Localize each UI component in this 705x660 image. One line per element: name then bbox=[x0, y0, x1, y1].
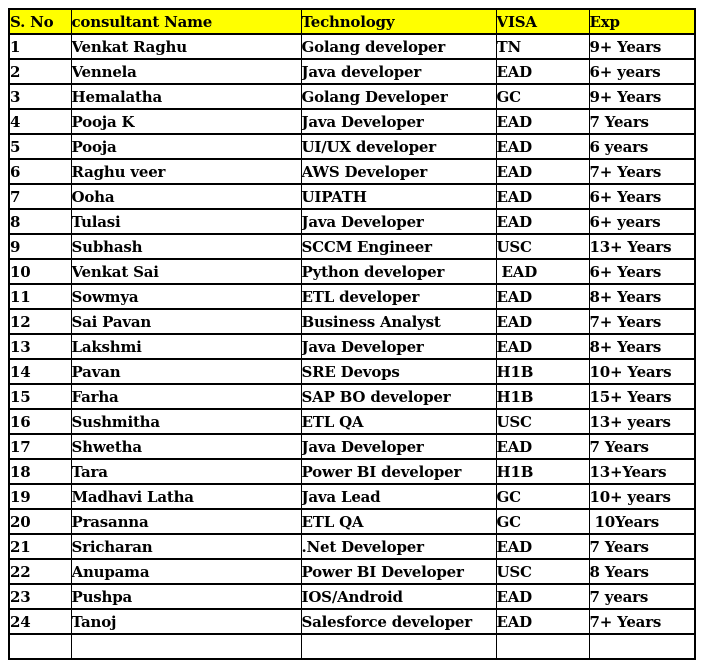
cell-consultant-name: Tanoj bbox=[71, 609, 301, 634]
cell-consultant-name: Venkat Sai bbox=[71, 259, 301, 284]
cell-visa: EAD bbox=[496, 534, 589, 559]
table-row bbox=[9, 134, 695, 159]
cell-exp: 7+ Years bbox=[589, 309, 695, 334]
cell-technology: UIPATH bbox=[301, 184, 496, 209]
cell-sno bbox=[9, 634, 71, 659]
cell-sno: 19 bbox=[9, 484, 71, 509]
cell-exp: 8+ Years bbox=[589, 334, 695, 359]
cell-exp: 10Years bbox=[589, 509, 695, 534]
table-row bbox=[9, 284, 695, 309]
cell-sno: 16 bbox=[9, 409, 71, 434]
cell-consultant-name: Madhavi Latha bbox=[71, 484, 301, 509]
cell-visa: USC bbox=[496, 409, 589, 434]
cell-visa: EAD bbox=[496, 209, 589, 234]
cell-technology: SRE Devops bbox=[301, 359, 496, 384]
column-header-sno: S. No bbox=[9, 9, 71, 34]
table-row bbox=[9, 559, 695, 584]
cell-visa: EAD bbox=[496, 59, 589, 84]
table-row bbox=[9, 584, 695, 609]
cell-technology: ETL QA bbox=[301, 409, 496, 434]
table-body bbox=[9, 34, 695, 659]
cell-visa: H1B bbox=[496, 384, 589, 409]
table-row bbox=[9, 409, 695, 434]
cell-sno: 7 bbox=[9, 184, 71, 209]
cell-consultant-name: Sricharan bbox=[71, 534, 301, 559]
cell-technology: IOS/Android bbox=[301, 584, 496, 609]
cell-consultant-name bbox=[71, 634, 301, 659]
cell-sno: 24 bbox=[9, 609, 71, 634]
cell-exp: 7+ Years bbox=[589, 159, 695, 184]
cell-technology: Golang developer bbox=[301, 34, 496, 59]
table-row bbox=[9, 484, 695, 509]
table-row bbox=[9, 109, 695, 134]
cell-consultant-name: Shwetha bbox=[71, 434, 301, 459]
cell-exp: 7 years bbox=[589, 584, 695, 609]
cell-technology: Java Developer bbox=[301, 209, 496, 234]
cell-sno: 3 bbox=[9, 84, 71, 109]
cell-sno: 4 bbox=[9, 109, 71, 134]
cell-sno: 8 bbox=[9, 209, 71, 234]
table-row bbox=[9, 609, 695, 634]
cell-visa: EAD bbox=[496, 284, 589, 309]
cell-exp: 6+ years bbox=[589, 209, 695, 234]
table-row bbox=[9, 159, 695, 184]
cell-exp: 13+Years bbox=[589, 459, 695, 484]
table-row bbox=[9, 234, 695, 259]
cell-exp: 7 Years bbox=[589, 434, 695, 459]
table-row bbox=[9, 309, 695, 334]
cell-consultant-name: Pushpa bbox=[71, 584, 301, 609]
cell-exp bbox=[589, 634, 695, 659]
cell-consultant-name: Sai Pavan bbox=[71, 309, 301, 334]
cell-visa: EAD bbox=[496, 184, 589, 209]
table-row bbox=[9, 34, 695, 59]
cell-sno: 15 bbox=[9, 384, 71, 409]
cell-visa: EAD bbox=[496, 434, 589, 459]
cell-technology: Power BI developer bbox=[301, 459, 496, 484]
cell-sno: 23 bbox=[9, 584, 71, 609]
cell-exp: 10+ Years bbox=[589, 359, 695, 384]
cell-consultant-name: Prasanna bbox=[71, 509, 301, 534]
cell-consultant-name: Farha bbox=[71, 384, 301, 409]
cell-sno: 2 bbox=[9, 59, 71, 84]
table-row-partial bbox=[9, 634, 695, 659]
cell-visa: GC bbox=[496, 509, 589, 534]
cell-sno: 22 bbox=[9, 559, 71, 584]
table-row bbox=[9, 59, 695, 84]
cell-visa bbox=[496, 634, 589, 659]
cell-technology: Python developer bbox=[301, 259, 496, 284]
cell-sno: 10 bbox=[9, 259, 71, 284]
cell-exp: 13+ years bbox=[589, 409, 695, 434]
cell-exp: 7 Years bbox=[589, 109, 695, 134]
table-row bbox=[9, 209, 695, 234]
cell-visa: USC bbox=[496, 559, 589, 584]
cell-technology: UI/UX developer bbox=[301, 134, 496, 159]
column-header-exp: Exp bbox=[589, 9, 695, 34]
cell-exp: 6+ Years bbox=[589, 259, 695, 284]
cell-technology: Java Developer bbox=[301, 434, 496, 459]
cell-sno: 14 bbox=[9, 359, 71, 384]
cell-consultant-name: Subhash bbox=[71, 234, 301, 259]
consultant-hotlist-table bbox=[8, 8, 696, 660]
cell-exp: 8+ Years bbox=[589, 284, 695, 309]
cell-exp: 7 Years bbox=[589, 534, 695, 559]
cell-technology bbox=[301, 634, 496, 659]
cell-sno: 20 bbox=[9, 509, 71, 534]
header-row bbox=[9, 9, 695, 34]
table-row bbox=[9, 534, 695, 559]
cell-visa: GC bbox=[496, 484, 589, 509]
cell-consultant-name: Pavan bbox=[71, 359, 301, 384]
cell-exp: 13+ Years bbox=[589, 234, 695, 259]
cell-technology: Java Lead bbox=[301, 484, 496, 509]
cell-technology: ETL developer bbox=[301, 284, 496, 309]
column-header-technology: Technology bbox=[301, 9, 496, 34]
cell-sno: 9 bbox=[9, 234, 71, 259]
cell-technology: AWS Developer bbox=[301, 159, 496, 184]
cell-sno: 11 bbox=[9, 284, 71, 309]
cell-consultant-name: Tulasi bbox=[71, 209, 301, 234]
cell-technology: SCCM Engineer bbox=[301, 234, 496, 259]
cell-visa: EAD bbox=[496, 609, 589, 634]
cell-technology: Salesforce developer bbox=[301, 609, 496, 634]
cell-sno: 6 bbox=[9, 159, 71, 184]
cell-sno: 5 bbox=[9, 134, 71, 159]
cell-sno: 1 bbox=[9, 34, 71, 59]
cell-exp: 6+ years bbox=[589, 59, 695, 84]
cell-consultant-name: Raghu veer bbox=[71, 159, 301, 184]
cell-technology: Java developer bbox=[301, 59, 496, 84]
cell-consultant-name: Anupama bbox=[71, 559, 301, 584]
cell-visa: EAD bbox=[496, 134, 589, 159]
table-row bbox=[9, 384, 695, 409]
cell-exp: 9+ Years bbox=[589, 84, 695, 109]
cell-consultant-name: Vennela bbox=[71, 59, 301, 84]
cell-technology: ETL QA bbox=[301, 509, 496, 534]
cell-sno: 12 bbox=[9, 309, 71, 334]
cell-consultant-name: Pooja K bbox=[71, 109, 301, 134]
cell-exp: 6 years bbox=[589, 134, 695, 159]
cell-consultant-name: Hemalatha bbox=[71, 84, 301, 109]
cell-exp: 8 Years bbox=[589, 559, 695, 584]
consultant-hotlist-sheet bbox=[8, 8, 696, 660]
cell-visa: EAD bbox=[496, 584, 589, 609]
table-row bbox=[9, 184, 695, 209]
cell-visa: TN bbox=[496, 34, 589, 59]
cell-consultant-name: Tara bbox=[71, 459, 301, 484]
cell-exp: 9+ Years bbox=[589, 34, 695, 59]
cell-technology: Java Developer bbox=[301, 109, 496, 134]
cell-consultant-name: Pooja bbox=[71, 134, 301, 159]
table-row bbox=[9, 334, 695, 359]
cell-visa: USC bbox=[496, 234, 589, 259]
cell-consultant-name: Ooha bbox=[71, 184, 301, 209]
cell-exp: 10+ years bbox=[589, 484, 695, 509]
cell-consultant-name: Lakshmi bbox=[71, 334, 301, 359]
cell-visa: EAD bbox=[496, 109, 589, 134]
cell-visa: EAD bbox=[496, 159, 589, 184]
table-row bbox=[9, 84, 695, 109]
cell-technology: SAP BO developer bbox=[301, 384, 496, 409]
table-row bbox=[9, 434, 695, 459]
cell-technology: Business Analyst bbox=[301, 309, 496, 334]
cell-technology: Power BI Developer bbox=[301, 559, 496, 584]
cell-visa: EAD bbox=[496, 334, 589, 359]
cell-technology: Java Developer bbox=[301, 334, 496, 359]
cell-consultant-name: Sushmitha bbox=[71, 409, 301, 434]
column-header-visa: VISA bbox=[496, 9, 589, 34]
cell-exp: 15+ Years bbox=[589, 384, 695, 409]
cell-sno: 17 bbox=[9, 434, 71, 459]
table-row bbox=[9, 359, 695, 384]
cell-visa: H1B bbox=[496, 359, 589, 384]
cell-consultant-name: Sowmya bbox=[71, 284, 301, 309]
table-row bbox=[9, 259, 695, 284]
column-header-consultant-name: consultant Name bbox=[71, 9, 301, 34]
cell-exp: 6+ Years bbox=[589, 184, 695, 209]
cell-consultant-name: Venkat Raghu bbox=[71, 34, 301, 59]
cell-sno: 13 bbox=[9, 334, 71, 359]
cell-technology: Golang Developer bbox=[301, 84, 496, 109]
cell-technology: .Net Developer bbox=[301, 534, 496, 559]
cell-sno: 18 bbox=[9, 459, 71, 484]
table-row bbox=[9, 509, 695, 534]
cell-sno: 21 bbox=[9, 534, 71, 559]
cell-visa: EAD bbox=[496, 259, 589, 284]
cell-exp: 7+ Years bbox=[589, 609, 695, 634]
cell-visa: H1B bbox=[496, 459, 589, 484]
table-row bbox=[9, 459, 695, 484]
cell-visa: EAD bbox=[496, 309, 589, 334]
cell-visa: GC bbox=[496, 84, 589, 109]
